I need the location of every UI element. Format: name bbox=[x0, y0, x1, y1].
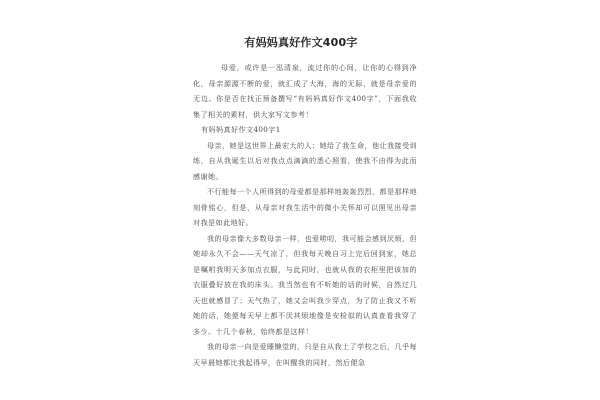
section-subheading: 有妈妈真好作文400字1 bbox=[201, 125, 281, 134]
intro-paragraph: 母爱，或许是一泓清泉，流过你的心间，让你的心得到净化，母亲源源不断的爱，就汇成了大海，海的无际，就是母亲爱的无边。你是否在找正预备撰写“有妈妈真好作文400字”，下面我收集了相关的素材，供大家写文参考！ bbox=[193, 63, 417, 119]
body-paragraph: 我的母亲像大多数母亲一样，也爱唠叨，我可能会感到厌烦，但她却永久不会——天气凉了，但我每天晚自习上完后回到家，她总是嘱咐我明天多加点衣服，与此同时，也就从我的衣柜里把该加的衣服叠好放在我的床头。我当然也有不听她的话的时候，自然过几天也就感冒了；天气热了，她又会叫我少穿点，为了防止我又不听她的话，她便每天早上都不厌其烦地像是安检似的认真查看我穿了多少。十几个春秋，始终都是这样！ bbox=[193, 233, 417, 336]
body-paragraph: 母亲，她是这世界上最宏大的人；她给了我生命，他让我接受训练，自从我诞生以后对我点点滴滴的悉心照看，使我不由得为此而感谢她。 bbox=[193, 140, 417, 181]
body-paragraph: 我的母亲一向是爱睡懒觉的，只是自从我上了学校之后，几乎每天早晨她都比我起得早，在叫醒我的同时，然后便急 bbox=[193, 342, 417, 367]
document-body bbox=[193, 34, 417, 370]
body-paragraph: 不行能每一个人所得到的母爱都是那样地轰轰烈烈，都是那样地刻骨铭心，但是，从母亲对我生活中的微小关怀却可以照见出母亲对我是如此地好。 bbox=[193, 187, 417, 227]
document-title: 有妈妈真好作文400字 bbox=[244, 36, 358, 49]
